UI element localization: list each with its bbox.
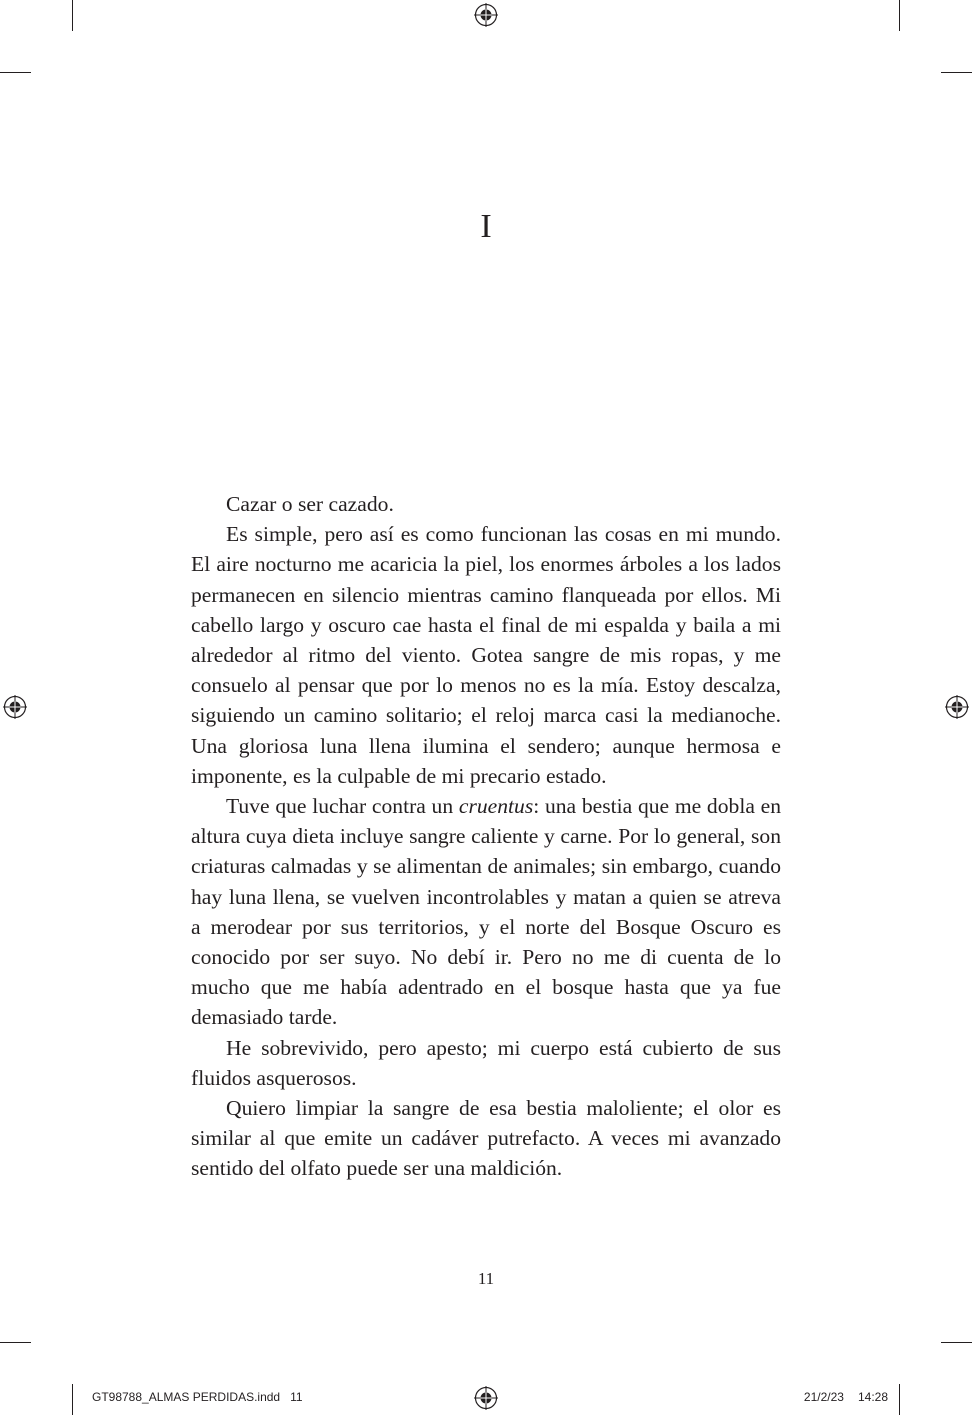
crop-mark-top-right bbox=[899, 0, 900, 31]
crop-mark-left-top bbox=[0, 72, 31, 73]
chapter-body bbox=[191, 489, 781, 1184]
registration-mark-icon bbox=[474, 1386, 498, 1410]
chapter-number: I bbox=[480, 208, 492, 245]
crop-mark-bottom-right bbox=[899, 1384, 900, 1415]
registration-mark-icon bbox=[3, 695, 27, 719]
crop-mark-right-top bbox=[941, 72, 972, 73]
crop-mark-right-bottom bbox=[941, 1342, 972, 1343]
paragraph: Es simple, pero así es como funcionan las cosas en mi mundo. El aire nocturno me acaricia la piel, los enormes árboles a los lados permanecen en silencio mientras camino flanqueada por ellos. Mi cabello largo y oscuro cae hasta el final de mi espalda y baila a mi alrededor al ritmo del viento. Gotea sangre de mis ropas, y me consuelo al pensar que por lo menos no es la mía. Estoy descalza, siguiendo un camino solitario; el reloj marca casi la medianoche. Una gloriosa luna llena ilumina el sendero; aunque hermosa e imponente, es la culpable de mi precario estado. bbox=[191, 522, 781, 788]
paragraph bbox=[191, 791, 781, 1033]
paragraph: He sobrevivido, pero apesto; mi cuerpo está cubierto de sus fluidos asquerosos. bbox=[191, 1035, 781, 1090]
crop-mark-bottom-left bbox=[72, 1384, 73, 1415]
slug-filename: GT98788_ALMAS PERDIDAS.indd 11 bbox=[92, 1390, 303, 1404]
crop-mark-top-left bbox=[72, 0, 73, 31]
page-number: 11 bbox=[477, 1269, 495, 1288]
registration-mark-icon bbox=[474, 3, 498, 27]
paragraph: Quiero limpiar la sangre de esa bestia maloliente; el olor es similar al que emite un cadáver putrefacto. A veces mi avanzado sentido del olfato puede ser una maldición. bbox=[191, 1096, 781, 1181]
slug-time: 14:28 bbox=[857, 1390, 888, 1404]
paragraph-text: Tuve que luchar contra un bbox=[226, 794, 459, 819]
slug-date: 21/2/23 bbox=[803, 1390, 844, 1404]
slug-timestamp bbox=[804, 1389, 888, 1405]
paragraph-text: : una bestia que me dobla en altura cuya dieta incluye sangre caliente y carne. Por lo general, son criaturas calmadas y se alimentan de animales; sin embargo, cuando hay luna llena, se vuelven incontrolables y matan a quien se atreva a merodear por sus territorios, y el norte del Bosque Oscuro es conocido por ser suyo. No debí ir. Pero no me di cuenta de lo mucho que me había adentrado en el bosque hasta que ya fue demasiado tarde. bbox=[191, 794, 782, 1030]
italic-term: cruentus bbox=[458, 794, 534, 819]
paragraph: Cazar o ser cazado. bbox=[226, 492, 394, 516]
crop-mark-left-bottom bbox=[0, 1342, 31, 1343]
registration-mark-icon bbox=[945, 695, 969, 719]
